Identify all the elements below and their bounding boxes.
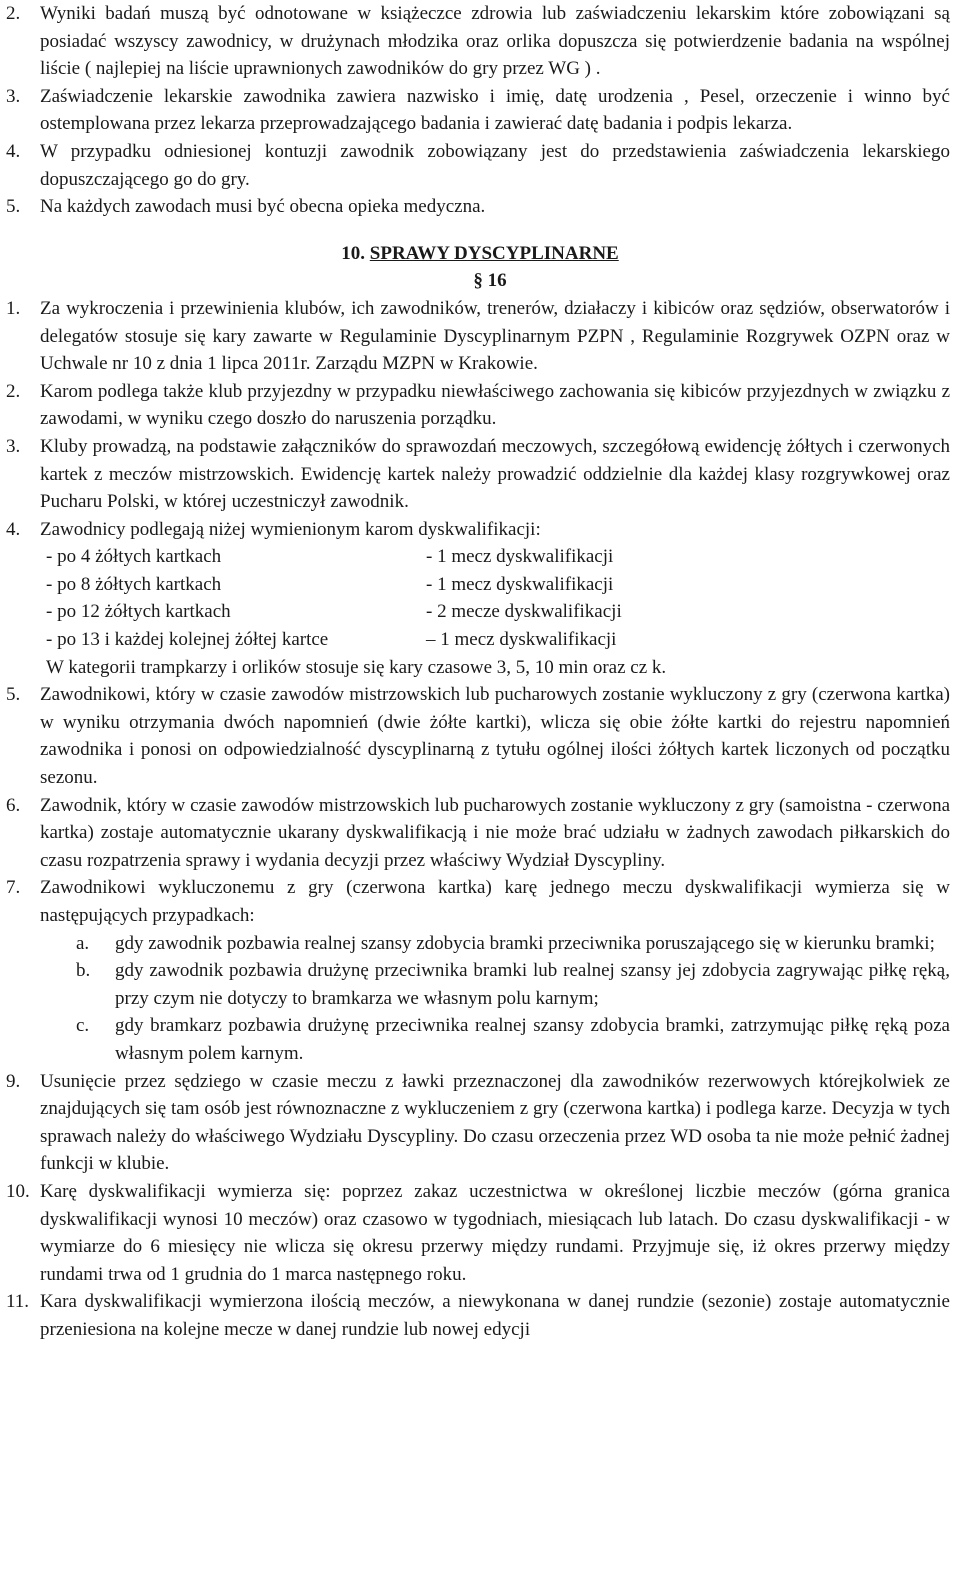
item-number: 4.	[6, 140, 21, 162]
penalty-cards: - po 8 żółtych kartkach	[46, 573, 222, 595]
penalty-cards: - po 4 żółtych kartkach	[46, 546, 222, 568]
item-text: Kluby prowadzą, na podstawie załączników do sprawozdań meczowych, szczegółową ewidencję żółtych i czerwonych kartek z meczów mistrzowskich. Ewidencję kartek należy prowadzić oddzielnie dla każdej klasy rozgrywkowej oraz Pucharu Polski, w której uczestniczył zawodnik.	[40, 435, 950, 513]
sub-item-text: gdy bramkarz pozbawia drużynę przeciwnika realnej szansy zdobycia bramki, zatrzymując piłkę ręką poza własnym polem karnym.	[115, 1015, 950, 1064]
item-text: Usunięcie przez sędziego w czasie meczu z ławki przeznaczonej dla zawodników rezerwowych którejkolwiek ze znajdujących się tam osób jest równoznaczne z wykluczeniem z gry (czerwona kartka) i podlega karze. Decyzja w tych sprawach należy do właściwego Wydziału Dyscypliny. Do czasu orzeczenia przez WD osoba ta nie może pełnić żadnej funkcji w klubie.	[40, 1070, 950, 1175]
list-item	[0, 792, 950, 875]
paragraph-value: 16	[487, 270, 507, 292]
penalty-row	[0, 626, 960, 654]
item-text: Zaświadczenie lekarskie zawodnika zawiera nazwisko i imię, datę urodzenia , Pesel, orzeczenie i winno być ostemplowana przez lekarza przeprowadzającego badania i zawierać datę badania i podpis lekarza.	[40, 85, 950, 135]
sub-item-text: gdy zawodnik pozbawia drużynę przeciwnika bramki lub realnej szansy jej zdobycia zagrywając piłkę ręką, przy czym nie dotyczy to bramkarza we własnym polu karnym;	[115, 960, 950, 1009]
section-number: 10.	[341, 242, 366, 264]
list-item	[0, 1068, 950, 1178]
list-item	[0, 295, 950, 378]
section-title: SPRAWY DYSCYPLINARNE	[369, 242, 619, 264]
list-item	[0, 83, 950, 138]
item-number: 3.	[6, 435, 21, 457]
list-item	[0, 1178, 950, 1288]
item-number: 11.	[6, 1291, 30, 1313]
list-item	[0, 138, 950, 193]
item-text: Zawodnikowi wykluczonemu z gry (czerwona kartka) karę jednego meczu dyskwalifikacji wymierza się w następujących przypadkach:	[40, 877, 950, 926]
item-number: 3.	[6, 85, 21, 107]
item-text: Zawodnicy podlegają niżej wymienionym karom dyskwalifikacji:	[40, 518, 541, 540]
item-text: Zawodnikowi, który w czasie zawodów mistrzowskich lub pucharowych zostanie wykluczony z gry (czerwona kartka) w wyniku otrzymania dwóch napomnień (dwie żółte kartki), wlicza się obie żółte kartki do rejestru napomnień zawodnika i ponosi on odpowiedzialność dyscyplinarną z tytułu ogólnej ilości żółtych kartek liczonych od początku sezonu.	[40, 684, 950, 789]
penalty-ban: - 1 mecz dyskwalifikacji	[426, 573, 614, 595]
item-number: 2.	[6, 3, 21, 24]
item-number: 5.	[6, 684, 21, 706]
item-number: 6.	[6, 794, 21, 816]
paragraph-symbol: §	[473, 270, 488, 292]
list-item	[0, 378, 950, 433]
item-text: Za wykroczenia i przewinienia klubów, ich zawodników, trenerów, działaczy i kibiców oraz sędziów, obserwatorów i delegatów stosuje się kary zawarte w Regulaminie Dyscyplinarnym PZPN , Regulaminie Rozgrywek OZPN oraz w Uchwale nr 10 z dnia 1 lipca 2011r. Zarządu MZPN w Krakowie.	[40, 297, 950, 375]
penalty-ban: - 2 mecze dyskwalifikacji	[426, 601, 622, 623]
list-item	[0, 1288, 950, 1343]
list-item	[0, 874, 950, 929]
list-item	[0, 193, 950, 221]
list-item	[0, 0, 950, 83]
item-number: 2.	[6, 380, 21, 402]
section-heading	[0, 240, 960, 268]
category-note: W kategorii trampkarzy i orlików stosuje się kary czasowe 3, 5, 10 min oraz cz k.	[46, 656, 667, 678]
list-item	[0, 681, 950, 791]
item-text: Na każdych zawodach musi być obecna opieka medyczna.	[40, 196, 486, 218]
penalty-row	[0, 543, 960, 571]
penalty-ban: – 1 mecz dyskwalifikacji	[426, 629, 617, 651]
sub-item	[0, 957, 950, 1012]
item-number: 4.	[6, 518, 21, 540]
item-text: Zawodnik, który w czasie zawodów mistrzowskich lub pucharowych zostanie wykluczony z gry (samoistna - czerwona kartka) zostaje automatycznie ukarany dyskwalifikacją i nie może brać udziału w żadnych zawodach piłkarskich do czasu rozpatrzenia sprawy i wydania decyzji przez właściwy Wydział Dyscypliny.	[40, 794, 950, 871]
item-text: Wyniki badań muszą być odnotowane w książeczce zdrowia lub zaświadczeniu lekarskim które zobowiązani są posiadać wszyscy zawodnicy, w drużynach młodzika oraz orlika dopuszcza się potwierdzenie badania na wspólnej liście ( najlepiej na liście uprawnionych zawodników do gry przez WG ) .	[40, 3, 950, 80]
paragraph-number	[0, 267, 960, 295]
sub-item-text: gdy zawodnik pozbawia realnej szansy zdobycia bramki przeciwnika poruszającego się w kierunku bramki;	[115, 932, 935, 954]
item-number: 9.	[6, 1070, 21, 1092]
item-text: Kara dyskwalifikacji wymierzona ilością meczów, a niewykonana w danej rundzie (sezonie) zostaje automatycznie przeniesiona na kolejne mecze w danej rundzie lub nowej edycji	[40, 1291, 950, 1340]
sub-item-letter: a.	[76, 932, 90, 954]
item-number: 10.	[6, 1180, 30, 1202]
penalty-cards: - po 12 żółtych kartkach	[46, 601, 231, 623]
item-text: W przypadku odniesionej kontuzji zawodnik zobowiązany jest do przedstawienia zaświadczenia lekarskiego dopuszczającego go do gry.	[40, 140, 950, 190]
item-text: Karę dyskwalifikacji wymierza się: poprzez zakaz uczestnictwa w określonej liczbie meczów (górna granica dyskwalifikacji wynosi 10 meczów) oraz czasowo w tygodniach, miesiącach lub latach. Do czasu dyskwalifikacji - w wymiarze do 6 miesięcy nie wlicza się okresu przerwy między rundami. Przyjmuje się, iż okres przerwy między rundami trwa od 1 grudnia do 1 marca następnego roku.	[40, 1180, 950, 1285]
list-item	[0, 433, 950, 516]
item-number: 7.	[6, 877, 21, 899]
list-item	[0, 516, 950, 544]
penalty-row	[0, 598, 960, 626]
item-number: 1.	[6, 297, 21, 319]
sub-item-letter: c.	[76, 1015, 90, 1037]
sub-item-letter: b.	[76, 960, 91, 982]
penalty-row	[0, 571, 960, 599]
penalty-ban: - 1 mecz dyskwalifikacji	[426, 546, 614, 568]
item-text: Karom podlega także klub przyjezdny w przypadku niewłaściwego zachowania się kibiców przyjezdnych w związku z zawodami, w wyniku czego doszło do naruszenia porządku.	[40, 380, 950, 430]
item-number: 5.	[6, 196, 21, 218]
penalty-cards: - po 13 i każdej kolejnej żółtej kartce	[46, 629, 329, 651]
sub-item	[0, 930, 950, 958]
sub-item	[0, 1012, 950, 1067]
